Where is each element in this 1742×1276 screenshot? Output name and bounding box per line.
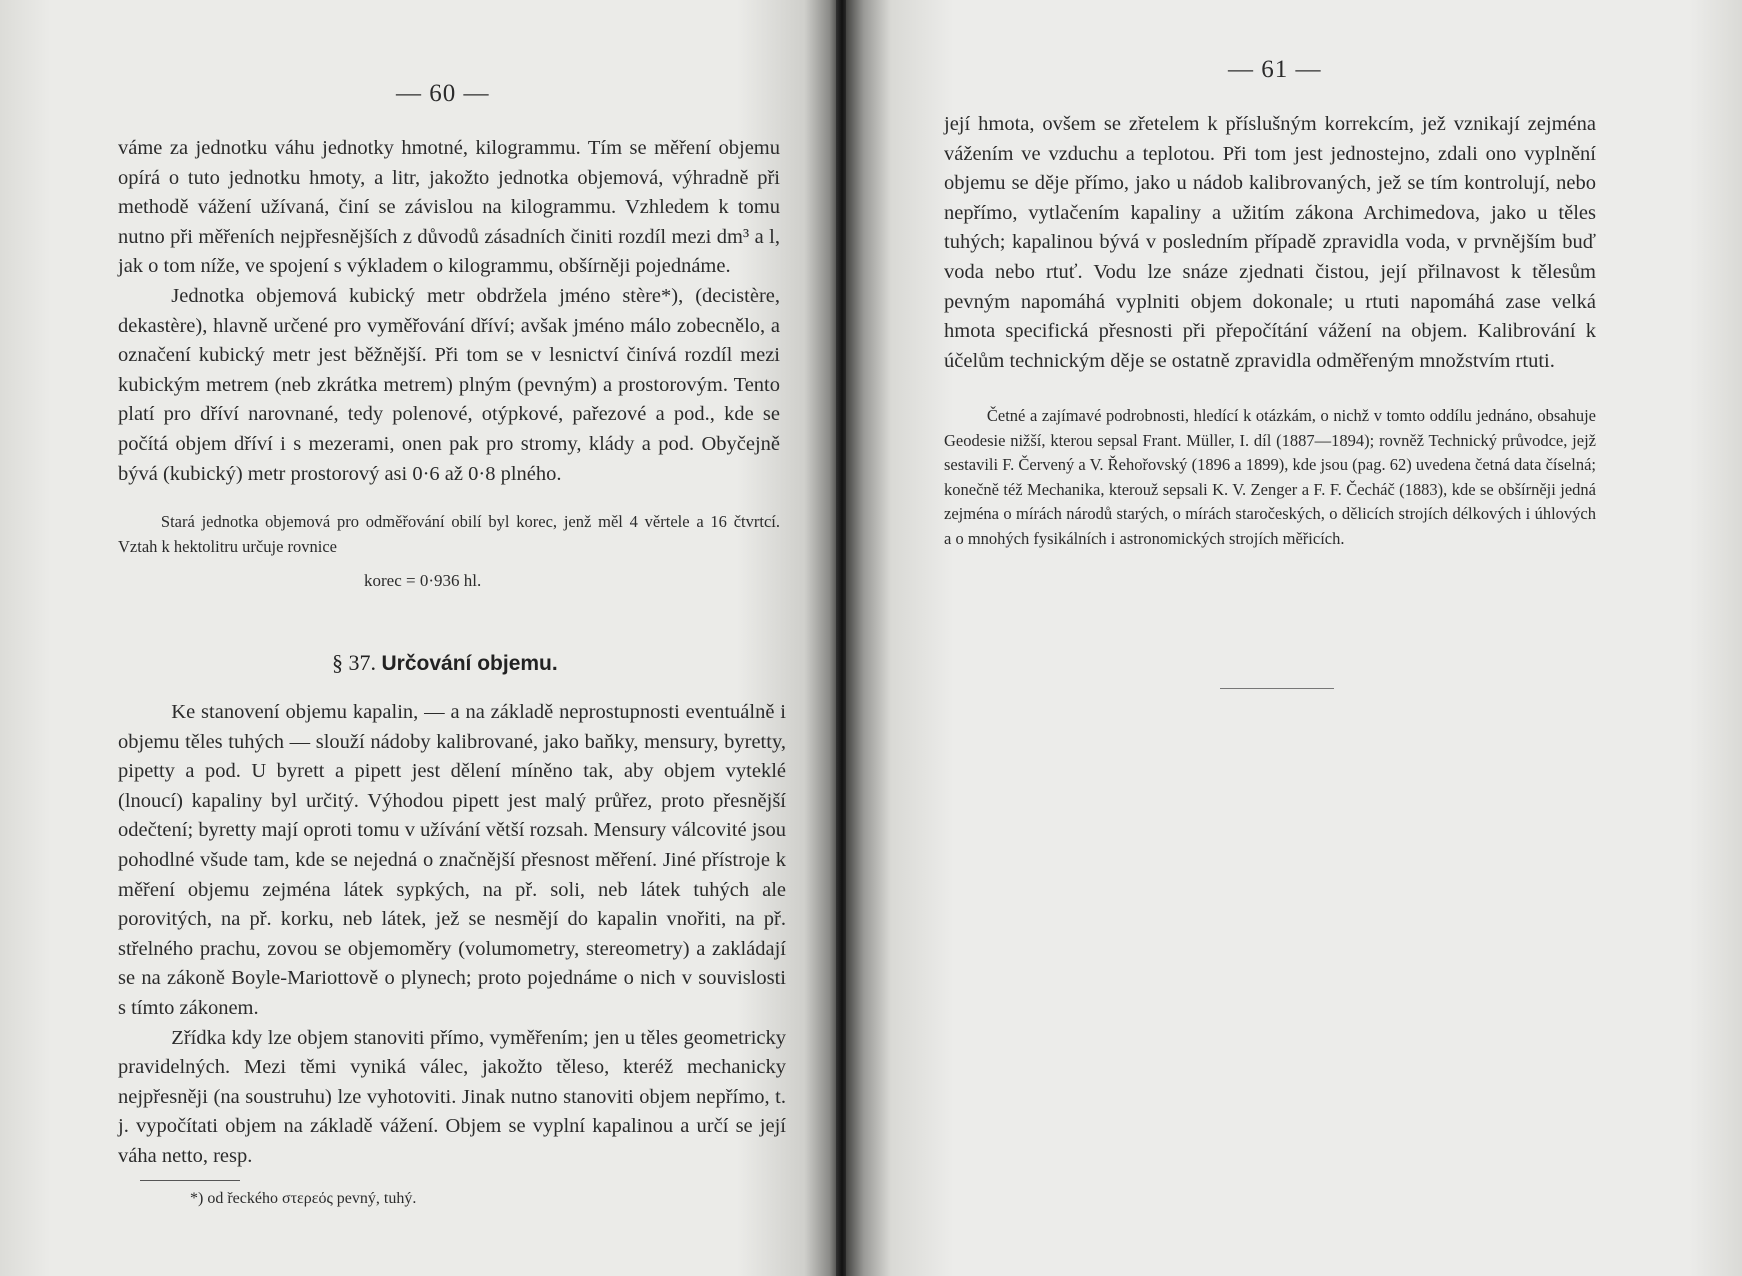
small-note-korec: Stará jednotka objemová pro odměřování obilí byl korec, jenž měl 4 věrtele a 16 čtvrtcí. Vztah k hektolitru určuje rovnice: [118, 512, 780, 556]
closing-rule: [1220, 688, 1334, 689]
footnote-rule: [140, 1180, 240, 1181]
section-heading: [332, 650, 558, 676]
paragraph: Ke stanovení objemu kapalin, — a na základě neprostupnosti eventuálně i objemu těles tuhých — slouží nádoby kalibrované, jako baňky, mensury, byretty, pipetty a pod. U byrett a pipett jest dělení míněno tak, aby objem vyteklé (lnoucí) kapaliny byl určitý. Výhodou pipett jest malý průřez, proto přesnější odečtení; byretty mají oproti tomu v užívání větší rozsah. Mensury válcovité jsou pohodlné všude tam, kde se nejedná o značnější přesnost měření. Jiné přístroje k měření objemu zejména látek sypkých, na př. soli, neb látek tuhých ale porovitých, na př. korku, neb látek, jež se nesmějí do kapalin vnořiti, na př. střelného prachu, zovou se objemoměry (volumometry, stereometry) a zakládají se na zákoně Boyle-Mariottově o plynech; proto pojednáme o nich v souvislosti s tímto zákonem.: [118, 701, 786, 1019]
left-body-top: [118, 134, 780, 489]
left-body-bottom: [118, 698, 786, 1172]
paragraph: Zřídka kdy lze objem stanoviti přímo, vyměřením; jen u těles geometricky pravidelných. Mezi těmi vyniká válec, jakožto těleso, kteréž mechanicky nejpřesněji (na soustruhu) lze vyhotoviti. Jinak nutno stanoviti objem nepřímo, t. j. vypočítati objem na základě vážení. Objem se vyplní kapalinou a určí se její váha netto, resp.: [118, 1026, 786, 1167]
page-number-61: — 61 —: [1228, 56, 1322, 83]
right-body: [944, 110, 1596, 376]
small-note-references: Četné a zajímavé podrobnosti, hledící k otázkám, o nichž v tomto oddílu jednáno, obsahuje Geodesie nižší, kterou sepsal Frant. Müller, I. díl (1887—1894); rovněž Technický průvodce, jejž sestavili F. Červený a V. Řehořovský (1896 a 1899), kde jsou (pag. 62) uvedena četná data číselná; konečně též Mechanika, kterouž sepsali K. V. Zenger a F. F. Čecháč (1883), kde se obšírněji jedná zejména o mírách národů starých, o mírách staročeských, o dělicích strojích délkových i úhlových a o mnohých fysikálních i astronomických strojích měřicích.: [944, 406, 1596, 548]
right-page: [846, 0, 1742, 1276]
paragraph: její hmota, ovšem se zřetelem k příslušným korrekcím, jež vznikají zejména vážením ve vzduchu a teplotou. Při tom jest jednostejno, zdali ono vyplnění objemu se děje přímo, jako u nádob kalibrovaných, jež se tím kontrolují, nebo nepřímo, vytlačením kapaliny a užitím zákona Archimedova, jako u těles tuhých; kapalinou bývá v posledním případě zpravidla voda, v prvnějším buď voda nebo rtuť. Vodu lze snáze zjednati čistou, její přilnavost k tělesům pevným napomáhá vyplniti objem dokonale; u rtuti napomáhá zase velká hmota specifická přesnosti při přepočítání vážení na objem. Kalibrování k účelům technickým děje se ostatně zpravidla odměřeným množstvím rtuti.: [944, 113, 1596, 372]
section-title: Určování objemu.: [381, 652, 558, 675]
paragraph: váme za jednotku váhu jednotky hmotné, kilogrammu. Tím se měření objemu opírá o tuto jednotku hmoty, a litr, jakožto jednotka objemová, výhradně při methodě vážení užívaná, činí se závislou na kilogrammu. Vzhledem k tomu nutno při měřeních nejpřesnějších z důvodů zásadních činiti rozdíl mezi dm³ a l, jak o tom níže, ve spojení s výkladem o kilogrammu, obšírněji pojednáme.: [118, 137, 780, 278]
section-number: § 37.: [332, 650, 376, 675]
paragraph: Jednotka objemová kubický metr obdržela jméno stère*), (decistère, dekastère), hlavně určené pro vyměřování dříví; avšak jméno málo zobecnělo, a označení kubický metr jest běžnější. Při tom se v lesnictví činívá rozdíl mezi kubickým metrem (neb zkrátka metrem) plným (pevným) a prostorovým. Tento platí pro dříví narovnané, tedy polenové, otýpkové, pařezové a pod., kde se počítá objem dříví i s mezerami, onen pak pro stromy, klády a pod. Obyčejně bývá (kubický) metr prostorový asi 0·6 až 0·8 plného.: [118, 284, 780, 485]
left-page: [0, 0, 838, 1276]
formula-korec: korec = 0·936 hl.: [364, 571, 482, 590]
page-number-60: — 60 —: [396, 80, 490, 107]
footnote: *) od řeckého στερεός pevný, tuhý.: [190, 1190, 417, 1207]
